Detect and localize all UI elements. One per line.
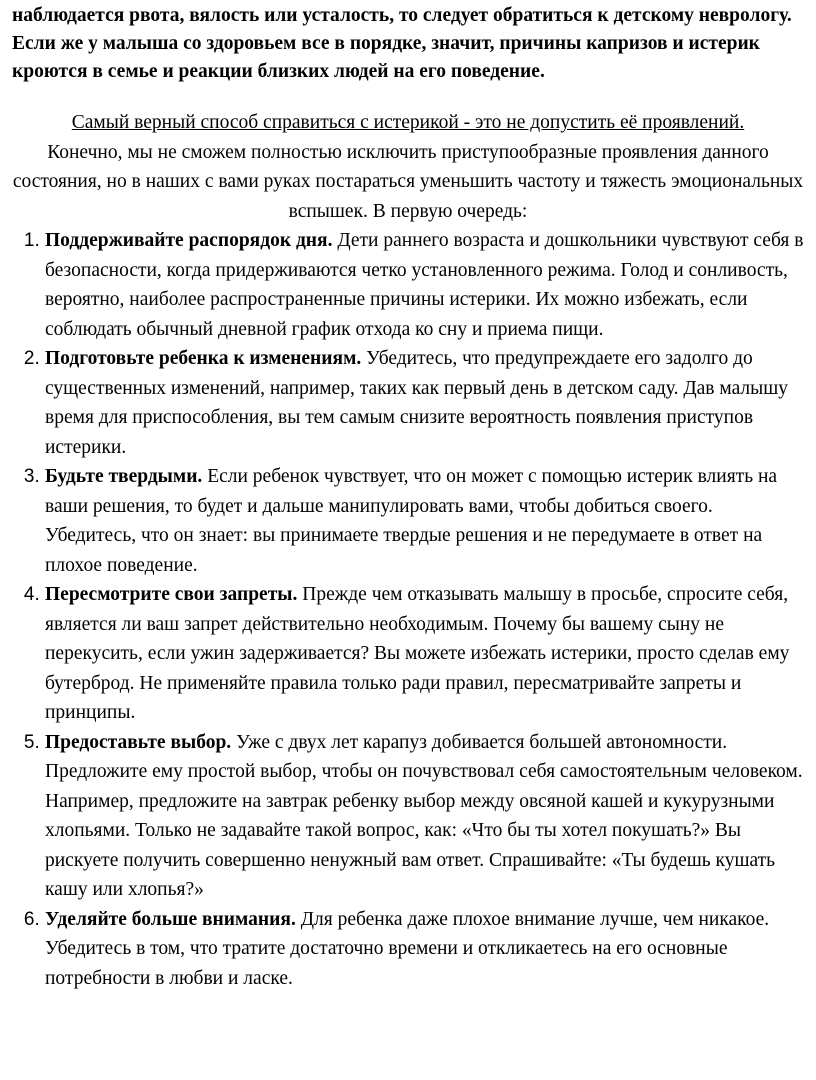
lead-underlined-sentence: Самый верный способ справиться с истерикой - это не допустить её проявлений. (71, 112, 745, 133)
list-item-title: Пересмотрите свои запреты. (45, 584, 298, 605)
intro-paragraph-2: Если же у малыша со здоровьем все в порядке, значит, причины капризов и истерик кроются в семье и реакции близких людей на его поведение. (12, 33, 760, 82)
list-item-title: Уделяйте больше внимания. (45, 908, 296, 930)
list-item-text: Уже с двух лет карапуз добивается большей автономности. Предложите ему простой выбор, чтобы он почувствовал себя самостоятельным человеком. Например, предложите на завтрак ребенку выбор между овсяной кашей и кукурузными хлопьями. Только не задавайте такой вопрос, как: «Что бы ты хотел покушать?» Вы рискуете получить совершенно ненужный вам ответ. Спрашивайте: «Ты будешь кушать кашу или хлопья?» (45, 731, 803, 900)
list-item-title: Поддерживайте распорядок дня. (45, 230, 333, 251)
list-item-text: Прежде чем отказывать малышу в просьбе, спросите себя, является ли ваш запрет действительно необходимым. Почему бы вашему сыну не перекусить, если ужин задерживается? Вы можете избежать истерики, просто сделав ему бутерброд. Не применяйте правила только ради правил, пересматривайте запреты и принципы. (45, 584, 790, 723)
lead-paragraph (12, 108, 804, 226)
list-item-title: Предоставьте выбор. (45, 731, 232, 753)
intro-bold-block (12, 0, 804, 86)
list-item (45, 580, 804, 728)
list-item-text: Если ребенок чувствует, что он может с помощью истерик влиять на ваши решения, то будет и дальше манипулировать вами, чтобы добиться своего. Убедитесь, что он знает: вы принимаете твердые решения и не передумаете в ответ на плохое поведение. (45, 466, 778, 576)
tips-list (12, 226, 804, 993)
list-item-text: Дети раннего возраста и дошкольники чувствуют себя в безопасности, когда придерживаются четко установленного режима. Голод и сонливость, вероятно, наиболее распространенные причины истерики. Их можно избежать, если соблюдать обычный дневной график отхода ко сну и приема пищи. (45, 230, 804, 340)
paragraph-gap (12, 86, 804, 108)
list-item-title: Подготовьте ребенка к изменениям. (45, 348, 362, 369)
intro-paragraph-1: наблюдается рвота, вялость или усталость, то следует обратиться к детскому неврологу. (12, 5, 792, 26)
list-item (45, 226, 804, 344)
list-item (45, 462, 804, 580)
lead-text: Конечно, мы не сможем полностью исключить приступообразные проявления данного состояния, но в наших с вами руках постараться уменьшить частоту и тяжесть эмоциональных вспышек. В первую очередь: (12, 141, 804, 222)
list-item-text: Для ребенка даже плохое внимание лучше, чем никакое. Убедитесь в том, что тратите достаточно времени и откликаетесь на его основные потребности в любви и ласке. (45, 908, 770, 989)
list-item-title: Будьте твердыми. (45, 466, 203, 487)
list-item (45, 728, 804, 905)
list-item-text: Убедитесь, что предупреждаете его задолго до существенных изменений, например, таких как первый день в детском саду. Дав малышу время для приспособления, вы тем самым снизите вероятность появления приступов истерики. (45, 348, 788, 458)
list-item (45, 344, 804, 462)
list-item (45, 905, 804, 994)
